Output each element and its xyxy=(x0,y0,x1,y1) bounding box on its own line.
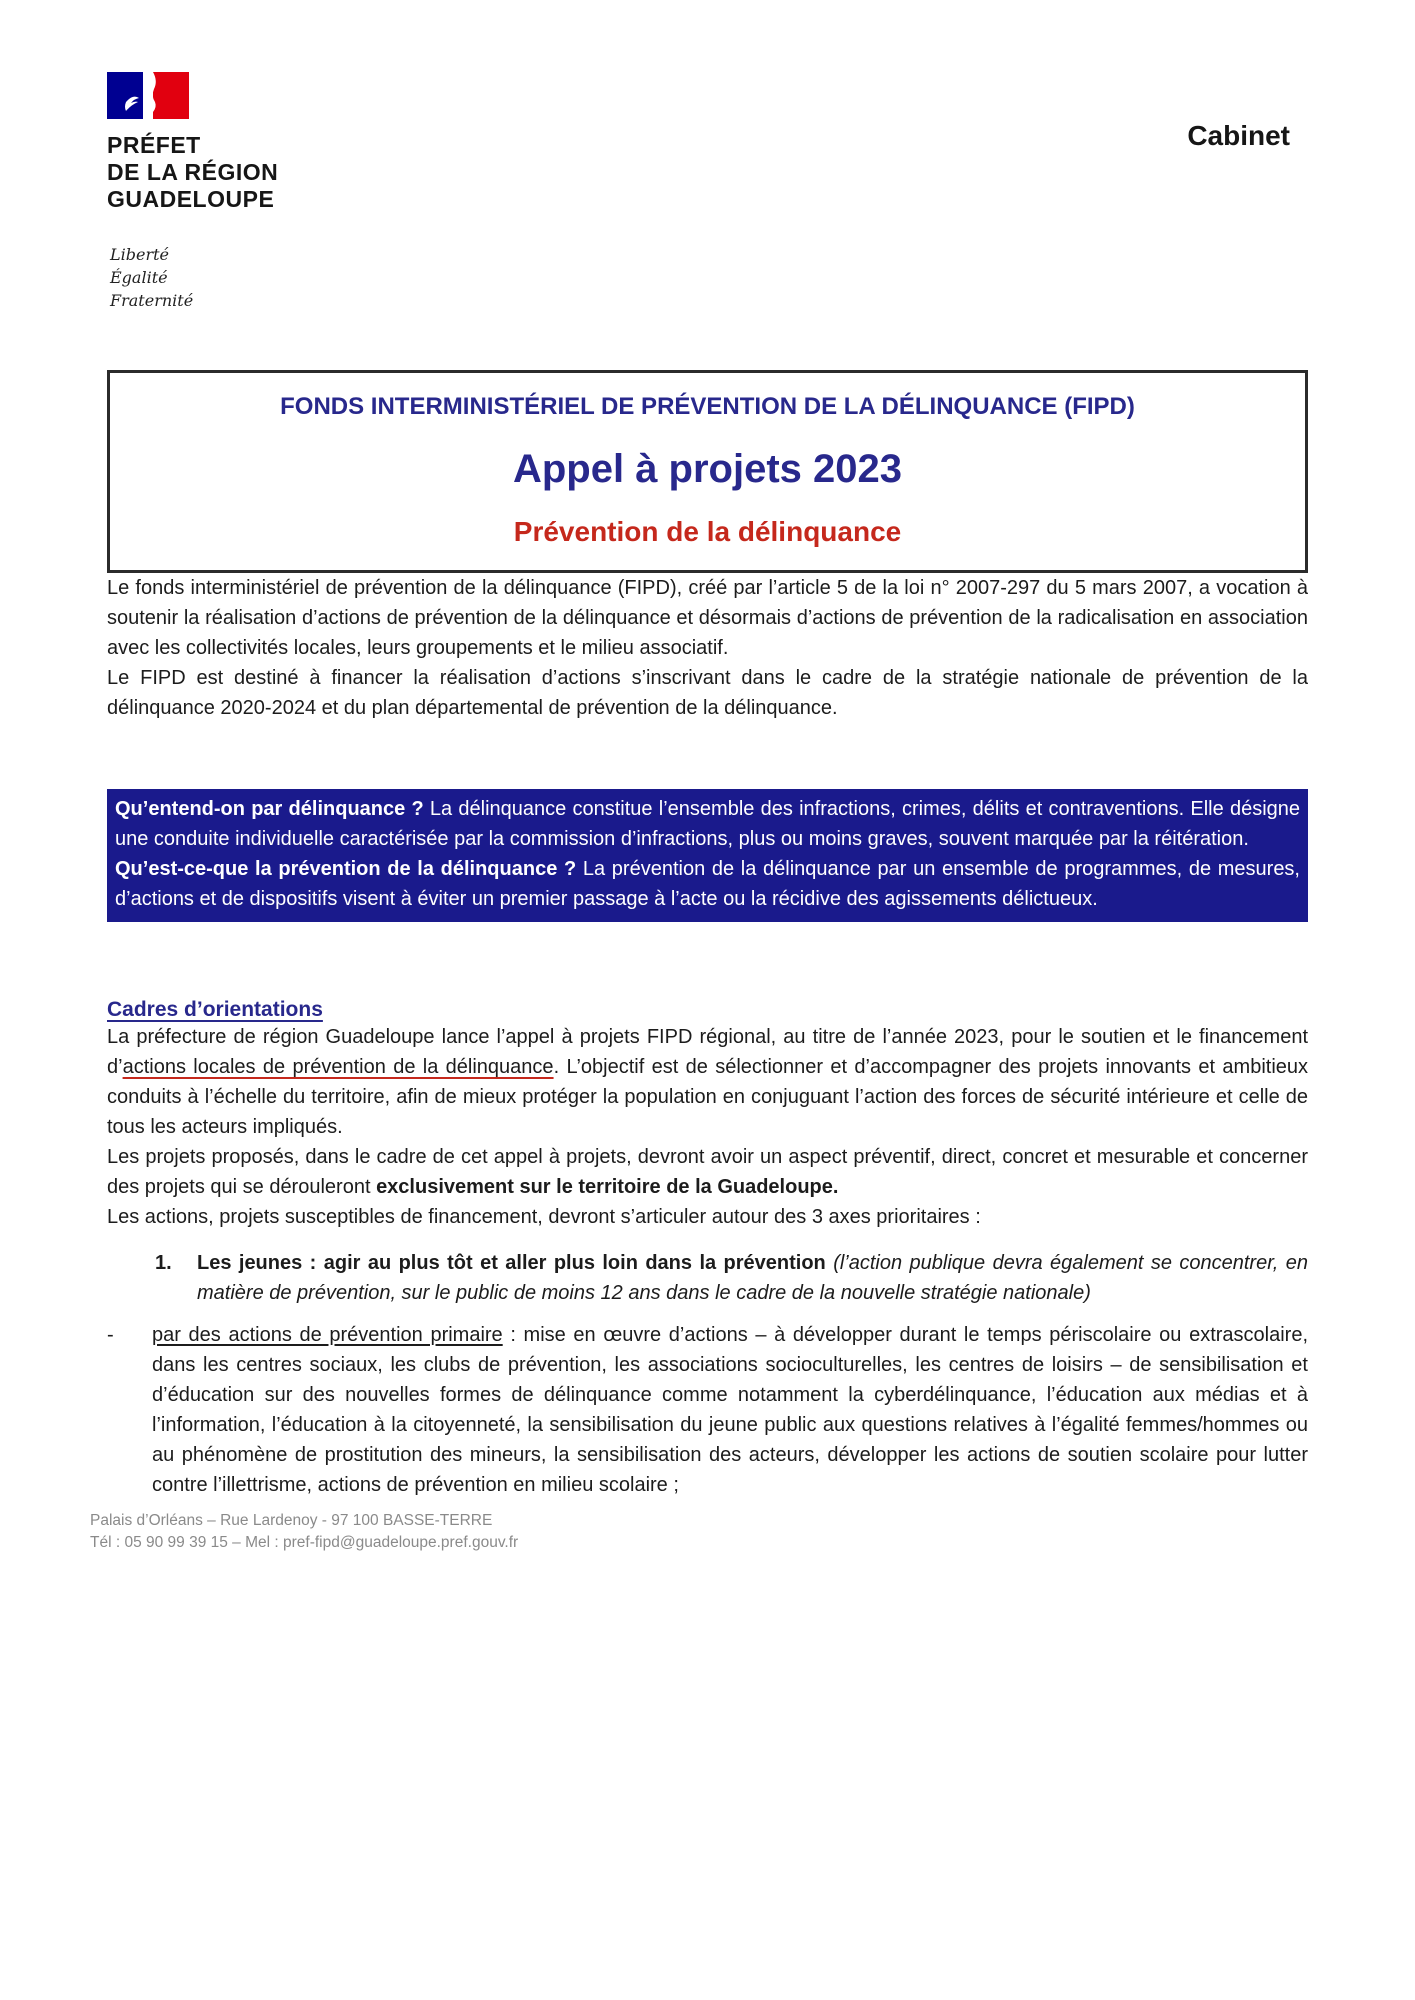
bullet-prevention-primaire-text xyxy=(152,1320,1308,1500)
definition-delinquance-answer: La délinquance constitue l’ensemble des infractions, crimes, délits et contraventions. Elle désigne une conduite individuelle caractérisée par la commission d’infractions, plus ou moins graves, souvent marquée par la réitération. xyxy=(115,798,1301,850)
page-header xyxy=(107,72,1308,312)
bullet-prevention-primaire xyxy=(107,1320,1308,1500)
bullet-underlined-lead: par des actions de prévention primaire xyxy=(152,1324,503,1346)
motto-fraternite: Fraternité xyxy=(110,291,194,310)
bullet-dash: - xyxy=(107,1324,114,1346)
subtitle-prevention: Prévention de la délinquance xyxy=(513,516,902,547)
definition-prevention-question: Qu’est-ce-que la prévention de la délinquance ? xyxy=(115,858,577,880)
footer-address: Palais d’Orléans – Rue Lardenoy - 97 100 BASSE-TERRE xyxy=(90,1512,493,1529)
definition-delinquance-question: Qu’entend-on par délinquance ? xyxy=(115,798,424,820)
republic-motto xyxy=(110,243,278,312)
motto-egalite: Égalité xyxy=(110,268,168,287)
footer-contact: Tél : 05 90 99 39 15 – Mel : pref-fipd@guadeloupe.pref.gouv.fr xyxy=(90,1534,519,1551)
bold-exclusivement: exclusivement sur le territoire de la Guadeloupe. xyxy=(376,1176,839,1198)
underlined-actions-locales: actions locales de prévention de la délinquance xyxy=(122,1056,554,1078)
prefecture-name xyxy=(107,132,278,213)
section-paragraph-2-start: Les projets proposés, dans le cadre de cet appel à projets, devront avoir un aspect préventif, direct, concret et mesurable et concerner des projets qui se dérouleront xyxy=(107,1146,1308,1198)
axis-item-1-italic: (l’action publique devra également se concentrer, en matière de prévention, sur le public de moins 12 ans dans le cadre de la nouvelle stratégie nationale) xyxy=(197,1252,1308,1304)
french-republic-flag-icon xyxy=(107,72,189,119)
title-box xyxy=(107,370,1308,573)
intro-paragraph-1: Le fonds interministériel de prévention de la délinquance (FIPD), créé par l’article 5 de la loi n° 2007-297 du 5 mars 2007, a vocation à soutenir la réalisation d’actions de prévention de la délinquance et désormais d’actions de prévention de la radicalisation en association avec les collectivités locales, leurs groupements et le milieu associatif. xyxy=(107,577,1308,659)
cabinet-label: Cabinet xyxy=(1187,120,1290,151)
page-footer xyxy=(90,1510,1308,1554)
definition-delinquance xyxy=(115,794,1300,854)
section-paragraph-1 xyxy=(107,1022,1308,1142)
definition-prevention xyxy=(115,854,1300,914)
prefecture-name-line2: DE LA RÉGION xyxy=(107,159,279,185)
prefecture-name-line3: GUADELOUPE xyxy=(107,186,275,212)
call-for-projects-title: Appel à projets 2023 xyxy=(512,447,903,491)
axis-item-1-bold: Les jeunes : agir au plus tôt et aller plus loin dans la prévention xyxy=(197,1252,834,1274)
bullet-body-text: : mise en œuvre d’actions – à développer durant le temps périscolaire ou extrascolaire, dans les centres sociaux, les clubs de prévention, les associations socioculturelles, les centres de loisirs – de sensibilisation et d’éducation sur des nouvelles formes de délinquance comme notamment la cyberdélinquance, l’éducation aux médias et à l’information, l’éducation à la citoyenneté, la sensibilisation du jeune public aux questions relatives à l’égalité femmes/hommes ou au phénomène de prostitution des mineurs, la sensibilisation des acteurs, développer les actions de soutien scolaire pour lutter contre l’illettrisme, actions de prévention en milieu scolaire ; xyxy=(152,1324,1309,1496)
axis-item-1 xyxy=(155,1248,1308,1308)
axis-item-1-number: 1. xyxy=(155,1252,172,1274)
section-paragraph-2 xyxy=(107,1142,1308,1202)
definition-prevention-answer: La prévention de la délinquance par un ensemble de programmes, de mesures, d’actions et de dispositifs visent à éviter un premier passage à l’acte ou la récidive des agissements délictueux. xyxy=(115,858,1300,910)
prefecture-logo-block xyxy=(107,72,278,312)
axis-item-1-text xyxy=(197,1248,1308,1308)
section-paragraph-1-start: La préfecture de région Guadeloupe lance l’appel à projets FIPD régional, au titre de l’année 2023, pour le soutien et le financement d’ xyxy=(107,1026,1308,1078)
definition-highlight-box xyxy=(107,789,1308,922)
fipd-title: FONDS INTERMINISTÉRIEL DE PRÉVENTION DE LA DÉLINQUANCE (FIPD) xyxy=(280,393,1135,420)
section-heading-cadres: Cadres d’orientations xyxy=(107,998,323,1021)
intro-paragraph-2: Le FIPD est destiné à financer la réalisation d’actions s’inscrivant dans le cadre de la stratégie nationale de prévention de la délinquance 2020-2024 et du plan départemental de prévention de la délinquance. xyxy=(107,667,1308,719)
section-paragraph-1-end: . L’objectif est de sélectionner et d’accompagner des projets innovants et ambitieux conduits à l’échelle du territoire, afin de mieux protéger la population en conjuguant l’action des forces de sécurité intérieure et celle de tous les acteurs impliqués. xyxy=(107,1056,1309,1138)
motto-liberte: Liberté xyxy=(110,245,169,264)
prefecture-name-line1: PRÉFET xyxy=(107,132,201,158)
section-paragraph-3: Les actions, projets susceptibles de financement, devront s’articuler autour des 3 axes prioritaires : xyxy=(107,1206,981,1228)
